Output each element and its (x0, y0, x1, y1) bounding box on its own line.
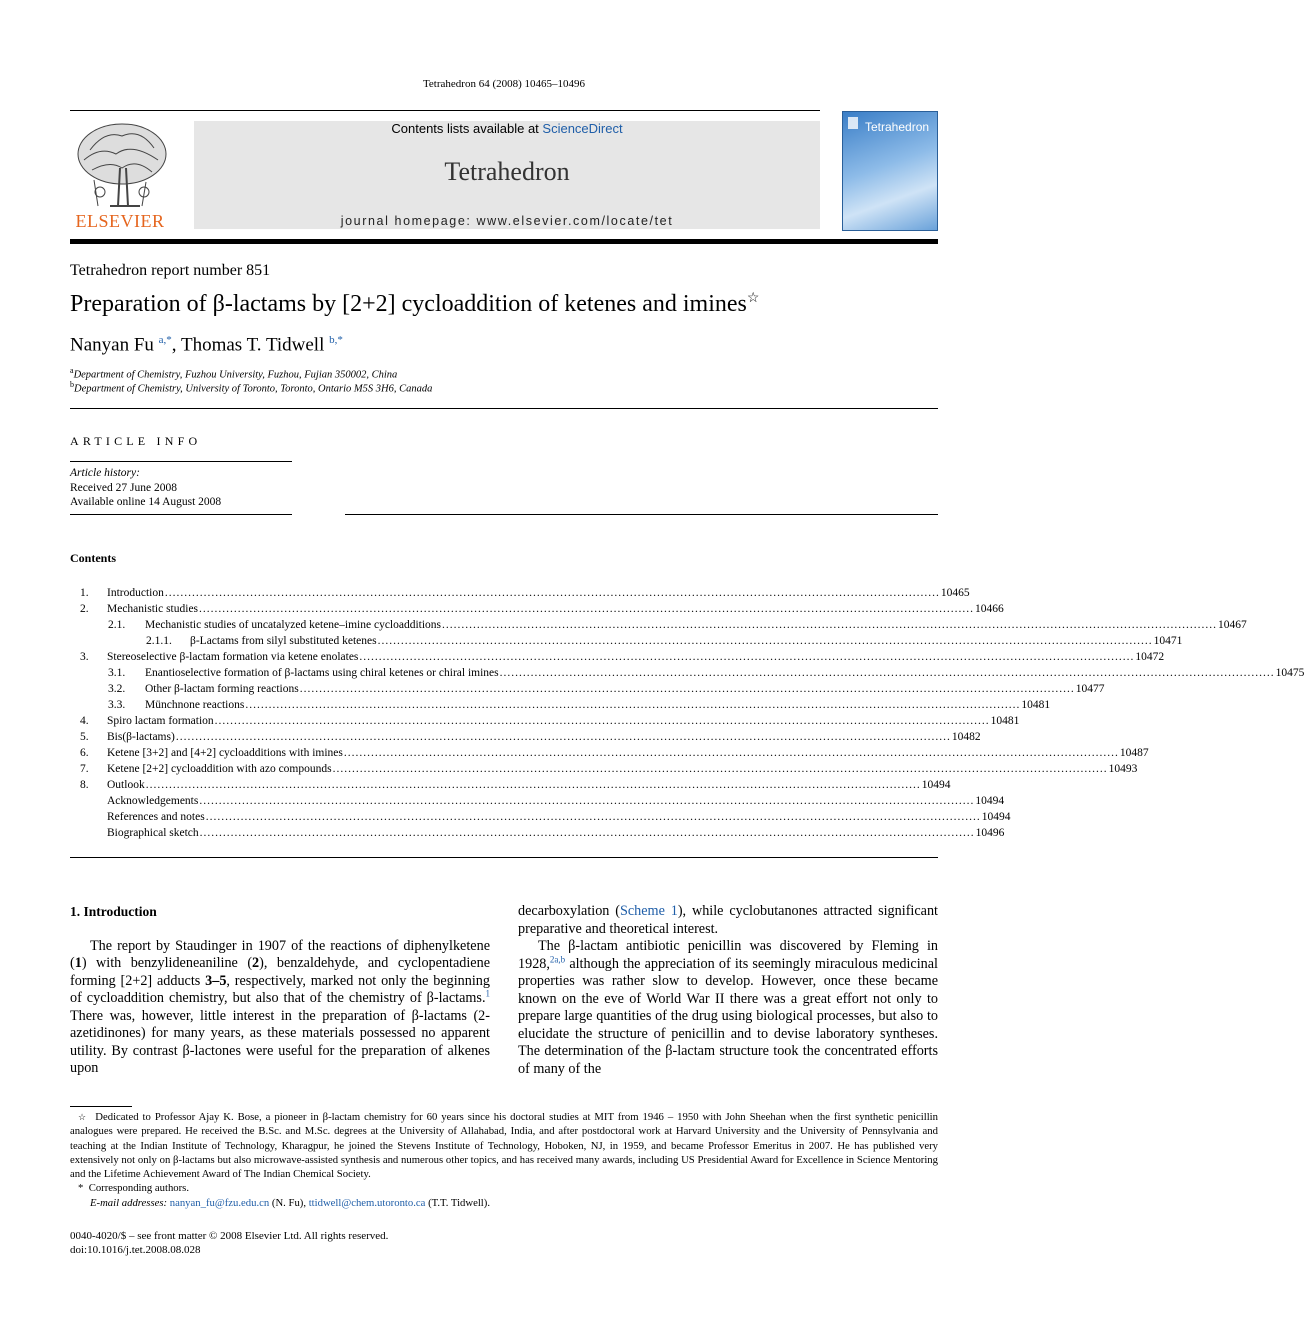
toc-title: Ketene [3+2] and [4+2] cycloadditions with imines (107, 747, 343, 759)
title-text: Preparation of β-lactams by [2+2] cycloaddition of ketenes and imines (70, 291, 747, 317)
toc-leader: ........................................................................................................................................................................................................ (199, 795, 975, 807)
paragraph: The report by Staudinger in 1907 of the reactions of diphenylketene (1) with benzylideneaniline (2), benzaldehyde, and cyclopentadiene forming [2+2] adducts 3–5, respectively, marked not only the beginning of cycloaddition chemistry, but also that of the chemistry of β-lactams.$^1$ There was, however, little interest in the preparation of β-lactams (2-azetidinones) for many years, as these materials possessed no apparent utility. By contrast β-lactones were useful for the preparation of alkenes upon (70, 937, 490, 1076)
toc-entry[interactable] (70, 617, 1247, 633)
toc-title: Enantioselective formation of β-lactams using chiral ketenes or chiral imines (145, 667, 499, 679)
toc-leader: ........................................................................................................................................................................................................ (205, 811, 981, 823)
toc-entry[interactable] (70, 665, 1304, 681)
toc-page-number: 10494 (921, 779, 951, 791)
toc-page-number: 10475 (1275, 667, 1304, 679)
toc-number: 3. (80, 651, 89, 663)
toc-title: Introduction (107, 587, 164, 599)
toc-entry[interactable] (70, 729, 981, 745)
toc-entry[interactable] (70, 793, 1005, 809)
elsevier-logo[interactable] (70, 120, 170, 232)
toc-title: Spiro lactam formation (107, 715, 214, 727)
toc-page-number: 10471 (1153, 635, 1183, 647)
email-link[interactable]: nanyan_fu@fzu.edu.cn (169, 1196, 270, 1209)
scheme-link[interactable]: Scheme 1 (619, 903, 678, 919)
toc-page-number: 10481 (1021, 699, 1051, 711)
compound-ref: 2 (252, 955, 260, 971)
cover-emblem-icon (848, 117, 858, 129)
availability-text: Contents lists available at (391, 121, 543, 136)
elsevier-wordmark: ELSEVIER (75, 211, 165, 231)
toc-leader: ........................................................................................................................................................................................................ (145, 779, 921, 791)
toc-title: Biographical sketch (107, 827, 199, 839)
affiliation-mark: b (70, 380, 74, 389)
toc-title: Stereoselective β-lactam formation via ketene enolates (107, 651, 359, 663)
affiliation (70, 380, 432, 395)
article-info-heading: ARTICLE INFO (70, 434, 202, 448)
toc-leader: ........................................................................................................................................................................................................ (245, 699, 1021, 711)
toc-leader: ........................................................................................................................................................................................................ (214, 715, 990, 727)
journal-citation: Tetrahedron 64 (2008) 10465–10496 (422, 78, 586, 90)
report-number: Tetrahedron report number 851 (70, 262, 271, 279)
toc-leader: ........................................................................................................................................................................................................ (164, 587, 940, 599)
corresponding-footnote: * Corresponding authors. (78, 1182, 190, 1195)
toc-number: 2. (80, 603, 89, 615)
toc-entry[interactable] (70, 761, 1138, 777)
received-date: Received 27 June 2008 (70, 481, 177, 494)
toc-number: 3.3. (108, 699, 126, 711)
copyright-block (70, 1229, 388, 1257)
toc-number: 8. (80, 779, 89, 791)
toc-title: Münchnone reactions (145, 699, 245, 711)
toc-page-number: 10467 (1218, 619, 1247, 631)
toc-page-number: 10496 (975, 827, 1005, 839)
author-affiliation-mark[interactable]: a,* (158, 334, 172, 346)
journal-name: Tetrahedron (444, 157, 570, 186)
title-footnote-mark[interactable]: ☆ (746, 291, 760, 306)
article-history (70, 466, 221, 510)
toc-page-number: 10477 (1075, 683, 1105, 695)
toc-leader: ........................................................................................................................................................................................................ (442, 619, 1218, 631)
doi-link[interactable]: doi:10.1016/j.tet.2008.08.028 (70, 1244, 201, 1256)
author-name: Thomas T. Tidwell (180, 334, 325, 356)
toc-page-number: 10481 (990, 715, 1020, 727)
elsevier-tree-icon (70, 120, 170, 212)
toc-page-number: 10494 (981, 811, 1011, 823)
toc-page-number: 10472 (1135, 651, 1165, 663)
affiliation (70, 366, 397, 381)
divider (70, 461, 292, 462)
toc-number: 7. (80, 763, 89, 775)
toc-page-number: 10465 (940, 587, 970, 599)
toc-leader: ........................................................................................................................................................................................................ (175, 731, 951, 743)
toc-leader: ........................................................................................................................................................................................................ (343, 747, 1119, 759)
footnotes (70, 1110, 938, 1210)
toc-title: β-Lactams from silyl substituted ketenes (190, 635, 377, 647)
toc-entry[interactable] (70, 649, 1165, 665)
author-affiliation-mark[interactable]: b,* (329, 334, 343, 346)
toc-entry[interactable] (70, 825, 1005, 841)
toc-entry[interactable] (70, 633, 1183, 649)
paragraph: The β-lactam antibiotic penicillin was discovered by Fleming in 1928,$^{2a,b}$ although the appreciation of its seemingly miraculous medicinal properties was rather slow to develop. However, once these became known on the eve of World War II there was a great effort not only to prepare large quantities of the drug using biological processes, but also to elucidate the structure of penicillin and to devise laboratory syntheses. The determination of the β-lactam structure took the concentrated efforts of many of the (518, 938, 938, 1077)
toc-entry[interactable] (70, 713, 1020, 729)
toc-page-number: 10466 (975, 603, 1004, 615)
toc-entry[interactable] (70, 745, 1149, 761)
table-of-contents (70, 585, 1304, 841)
journal-homepage-link[interactable]: journal homepage: www.elsevier.com/locate/tet (340, 214, 674, 228)
toc-page-number: 10494 (975, 795, 1005, 807)
footnote-rule (70, 1106, 132, 1107)
available-date: Available online 14 August 2008 (70, 496, 222, 508)
toc-page-number: 10482 (951, 731, 981, 743)
body-column-left (70, 903, 490, 1078)
toc-title: Bis(β-lactams) (107, 731, 175, 743)
dedication-footnote: ☆ Dedicated to Professor Ajay K. Bose, a pioneer in β-lactam chemistry for 60 years since his doctoral studies at MIT from 1946 – 1950 with John Sheehan when the first synthetic penicillin analogues were prepared. He received the B.Sc. and M.Sc. degrees at the University of Allahabad, India, and after postdoctoral work at Harvard University and the University of Pennsylvania and teaching at the Indian Institute of Technology, Kharagpur, he joined the Stevens Institute of Technology, Hoboken, NJ, in 1959, and became Professor Emeritus in 2007. He has published very extensively not only on β-lactams but also microwave-assisted synthesis and numerous other topics, and has received many awards, including US Presidential Award for Excellence in Science Mentoring and the Lifetime Achievement Award of The Indian Chemical Society. (70, 1111, 938, 1181)
toc-page-number: 10493 (1108, 763, 1138, 775)
toc-number: 5. (80, 731, 89, 743)
toc-leader: ........................................................................................................................................................................................................ (377, 635, 1153, 647)
toc-number: 3.2. (108, 683, 126, 695)
divider (70, 514, 292, 515)
toc-entry[interactable] (70, 601, 1004, 617)
issn-copyright: 0040-4020/$ – see front matter © 2008 Elsevier Ltd. All rights reserved. (70, 1230, 389, 1242)
toc-number: 2.1. (108, 619, 126, 631)
toc-title: Acknowledgements (107, 795, 199, 807)
toc-title: Mechanistic studies of uncatalyzed ketene–imine cycloadditions (145, 619, 442, 631)
section-heading: 1. Introduction (70, 904, 157, 919)
divider (345, 514, 938, 515)
body-column-right (518, 903, 938, 1078)
toc-number: 3.1. (108, 667, 126, 679)
toc-entry[interactable] (70, 697, 1051, 713)
author-separator: , (171, 334, 181, 356)
cover-title: Tetrahedron (865, 120, 930, 134)
toc-title: References and notes (107, 811, 205, 823)
contents-heading: Contents (70, 551, 117, 565)
journal-banner (194, 121, 820, 229)
header-rule (70, 110, 820, 111)
toc-leader: ........................................................................................................................................................................................................ (332, 763, 1108, 775)
divider (70, 857, 938, 858)
contents-availability (194, 121, 820, 136)
reference-link[interactable]: 1 (485, 988, 490, 999)
toc-leader: ........................................................................................................................................................................................................ (199, 603, 975, 615)
affiliation-mark: a (70, 366, 74, 375)
toc-number: 2.1.1. (146, 635, 172, 647)
history-label: Article history: (70, 467, 140, 479)
toc-leader: ........................................................................................................................................................................................................ (499, 667, 1275, 679)
header-thick-rule (70, 239, 938, 244)
author-list (70, 334, 343, 356)
email-link[interactable]: ttidwell@chem.utoronto.ca (308, 1196, 426, 1209)
email-footnote: E-mail addresses: nanyan_fu@fzu.edu.cn (N. Fu), ttidwell@chem.utoronto.ca (T.T. Tidwell). (90, 1196, 491, 1209)
article-title (70, 290, 759, 318)
toc-title: Other β-lactam forming reactions (145, 683, 299, 695)
sciencedirect-link[interactable]: ScienceDirect (542, 121, 623, 136)
toc-leader: ........................................................................................................................................................................................................ (299, 683, 1075, 695)
author-name: Nanyan Fu (70, 334, 154, 356)
compound-ref: 3–5 (205, 972, 227, 989)
toc-title: Mechanistic studies (107, 603, 199, 615)
toc-entry[interactable] (70, 681, 1105, 697)
toc-entry[interactable] (70, 585, 970, 601)
toc-number: 6. (80, 747, 89, 759)
affiliation-text: Department of Chemistry, University of Toronto, Toronto, Ontario M5S 3H6, Canada (74, 383, 433, 395)
toc-entry[interactable] (70, 777, 951, 793)
divider (70, 408, 938, 409)
affiliation-text: Department of Chemistry, Fuzhou University, Fuzhou, Fujian 350002, China (73, 369, 398, 381)
paragraph: decarboxylation (Scheme 1), while cyclobutanones attracted significant preparative and theoretical interest. (518, 903, 938, 937)
toc-entry[interactable] (70, 809, 1011, 825)
toc-number: 4. (80, 715, 89, 727)
toc-title: Outlook (107, 779, 145, 791)
reference-link[interactable]: 2a,b (549, 953, 566, 964)
toc-number: 1. (80, 587, 89, 599)
toc-page-number: 10487 (1119, 747, 1149, 759)
toc-leader: ........................................................................................................................................................................................................ (359, 651, 1135, 663)
toc-title: Ketene [2+2] cycloaddition with azo compounds (107, 763, 332, 775)
toc-leader: ........................................................................................................................................................................................................ (199, 827, 975, 839)
journal-cover-thumbnail[interactable] (842, 111, 938, 231)
compound-ref: 1 (74, 955, 82, 971)
